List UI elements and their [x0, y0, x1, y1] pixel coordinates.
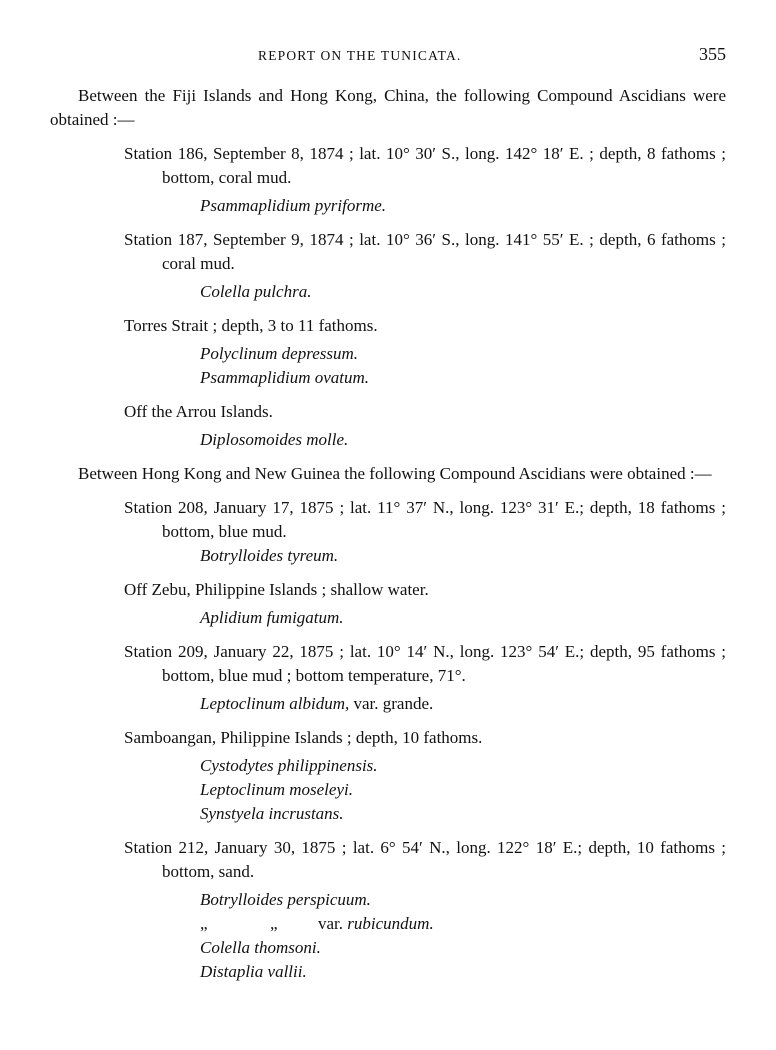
station-text: Samboangan, Philippine Islands ; depth, 10 fathoms.	[124, 728, 483, 747]
species-name: Cystodytes philippinensis.	[200, 756, 378, 775]
station-text: Station 209, January 22, 1875 ; lat. 10° 14′ N., long. 123° 54′ E.; depth, 95 fathoms ; bottom, blue mud ; bottom temperature, 71°.	[124, 642, 726, 685]
species-list	[0, 342, 776, 390]
station-entry	[0, 142, 776, 218]
species-name: Botrylloides tyreum.	[200, 546, 339, 565]
station-text: Off the Arrou Islands.	[124, 402, 273, 421]
body-text	[0, 84, 776, 994]
station-entry	[0, 836, 776, 984]
species-list	[0, 280, 776, 304]
species-variety-name: rubicundum.	[347, 914, 434, 933]
species-name: Colella pulchra.	[200, 282, 312, 301]
station-text: Station 208, January 17, 1875 ; lat. 11° 37′ N., long. 123° 31′ E.; depth, 18 fathoms ; bottom, blue mud.	[124, 498, 726, 541]
station-text: Station 186, September 8, 1874 ; lat. 10° 30′ S., long. 142° 18′ E. ; depth, 8 fathoms ; bottom, coral mud.	[124, 144, 726, 187]
station-entry	[0, 726, 776, 826]
section-intro: Between the Fiji Islands and Hong Kong, China, the following Compound Ascidians were obtained :—	[50, 86, 726, 129]
species-name: Aplidium fumigatum.	[200, 608, 344, 627]
species-list	[0, 692, 776, 716]
station-entry	[0, 314, 776, 390]
ditto-mark: „	[200, 914, 208, 933]
station-entry	[0, 496, 776, 568]
species-name-text: Leptoclinum albidum,	[200, 694, 350, 713]
running-header	[0, 44, 776, 68]
species-list	[0, 606, 776, 630]
species-name: Synstyela incrustans.	[200, 804, 344, 823]
page-number: 355	[699, 44, 726, 64]
station-entry	[0, 400, 776, 452]
species-name: Psammaplidium pyriforme.	[200, 196, 387, 215]
station-text: Off Zebu, Philippine Islands ; shallow water.	[124, 580, 429, 599]
species-list	[0, 544, 776, 568]
species-name: Colella thomsoni.	[200, 938, 321, 957]
species-variety: var. grande.	[353, 694, 434, 713]
species-list	[0, 428, 776, 452]
ditto-mark: „	[270, 914, 278, 933]
species-name: Diplosomoides molle.	[200, 430, 349, 449]
species-name: Polyclinum depressum.	[200, 344, 359, 363]
station-entry	[0, 640, 776, 716]
species-variety-label: var.	[318, 914, 344, 933]
species-name: Psammaplidium ovatum.	[200, 368, 370, 387]
species-list	[0, 888, 776, 984]
species-list	[0, 754, 776, 826]
species-list	[0, 194, 776, 218]
species-name: Leptoclinum moseleyi.	[200, 780, 353, 799]
section-intro: Between Hong Kong and New Guinea the following Compound Ascidians were obtained :—	[78, 464, 712, 483]
species-name: Distaplia vallii.	[200, 962, 307, 981]
species-name: Botrylloides perspicuum.	[200, 890, 371, 909]
species-ditto-row	[0, 912, 776, 936]
station-text: Station 212, January 30, 1875 ; lat. 6° 54′ N., long. 122° 18′ E.; depth, 10 fathoms ; bottom, sand.	[124, 838, 726, 881]
running-title: REPORT ON THE TUNICATA.	[258, 48, 462, 63]
station-entry	[0, 578, 776, 630]
station-text: Station 187, September 9, 1874 ; lat. 10° 36′ S., long. 141° 55′ E. ; depth, 6 fathoms ; coral mud.	[124, 230, 726, 273]
station-text: Torres Strait ; depth, 3 to 11 fathoms.	[124, 316, 378, 335]
species-name	[0, 692, 776, 716]
station-entry	[0, 228, 776, 304]
